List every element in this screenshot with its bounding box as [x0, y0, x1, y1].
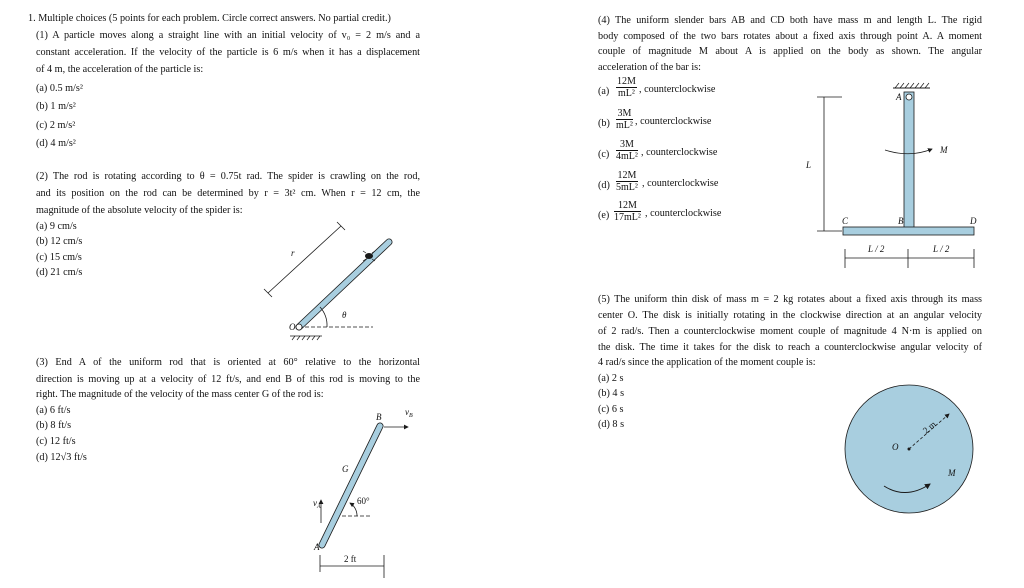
q4-d-label: D: [970, 216, 977, 226]
q2-r-label: r: [291, 248, 295, 258]
q5-option-c[interactable]: (c) 6 s: [598, 404, 624, 415]
q4-ceiling-hatch: [895, 83, 929, 88]
q3-rod: [322, 426, 380, 545]
q4-figure: [805, 83, 977, 268]
q2-pivot: [296, 324, 302, 330]
q1-option-d[interactable]: (d) 4 m/s²: [36, 138, 76, 149]
q4-bar-ab: [904, 92, 914, 228]
q4-option-a-den: mL²: [618, 88, 635, 99]
q4-option-e-num: 12M: [614, 200, 641, 212]
q4-option-d-den: 5mL²: [616, 182, 638, 193]
q5-radius-label: 2 m: [920, 419, 938, 436]
q2-line-1: (2) The rod is rotating according to θ = 0.75t rad. The spider is crawling on the rod,: [36, 171, 420, 182]
q4-line-1: (4) The uniform slender bars AB and CD both have mass m and length L. The rigid: [598, 15, 982, 26]
q3-option-a[interactable]: (a) 6 ft/s: [36, 405, 71, 416]
q2-ground-hatch: [292, 336, 320, 340]
q3-angle-arc: [350, 503, 357, 516]
q5-option-a[interactable]: (a) 2 s: [598, 373, 624, 384]
q1-option-c[interactable]: (c) 2 m/s²: [36, 120, 76, 131]
q2-line-2: and its position on the rod can be determined by r = 3t² cm. When r = 12 cm, the: [36, 188, 420, 199]
q2-line-3: magnitude of the absolute velocity of the spider is:: [36, 205, 243, 216]
q4-option-b-num: 3M: [617, 108, 632, 119]
q4-option-a-label: (a): [598, 86, 610, 97]
q4-option-e-suffix: , counterclockwise: [645, 208, 722, 219]
q3-a-label: A: [314, 542, 320, 552]
q4-option-b-suffix: , counterclockwise: [635, 116, 712, 127]
q5-line-4: the disk. The time it takes for the disk to reach a counterclockwise angular velocity of: [598, 342, 982, 353]
q4-pivot-a: [906, 94, 912, 100]
q4-l-label: L: [806, 160, 812, 170]
q3-vb-label: $v_B$: [405, 407, 413, 419]
q2-r-dimension-line: [268, 226, 341, 293]
q3-figure: [313, 407, 413, 578]
q2-option-c[interactable]: (c) 15 cm/s: [36, 252, 82, 263]
q3-option-b[interactable]: (b) 8 ft/s: [36, 420, 72, 431]
q4-option-c-num: 3M: [616, 139, 638, 151]
q4-option-d-num: 12M: [617, 170, 637, 181]
q1-line-1: (1) A particle moves along a straight line with an initial velocity of v₀ = 2 m/s and a: [36, 30, 420, 41]
q3-option-d[interactable]: (d) 12√3 ft/s: [36, 452, 87, 463]
q3-line-1: (3) End A of the uniform rod that is oriented at 60° relative to the horizontal: [36, 357, 420, 368]
q4-option-b-den: mL²: [616, 120, 633, 131]
q5-option-b[interactable]: (b) 4 s: [598, 388, 625, 399]
q4-bar-cd: [843, 227, 974, 235]
q4-option-c-den: 4mL²: [616, 151, 638, 162]
q3-va-label: $v_A$: [313, 498, 321, 510]
q4-half2-label: L / 2: [933, 244, 950, 254]
q1-line-3: of 4 m, the acceleration of the particle is:: [36, 64, 204, 75]
q4-half1-label: L / 2: [868, 244, 885, 254]
q2-spider-icon: [365, 253, 373, 259]
q3-length-label: 2 ft: [344, 554, 357, 564]
q2-theta-label: θ: [342, 310, 347, 320]
q4-m-label: M: [940, 145, 948, 155]
q4-option-a-num: 12M: [617, 76, 636, 87]
q3-line-2: direction is moving up at a velocity of 12 ft/s, and end B of this rod is moving to the: [36, 374, 420, 385]
q4-option-d-suffix: , counterclockwise: [642, 178, 719, 189]
q4-c-label: C: [842, 216, 849, 226]
q4-option-c-label: (c): [598, 149, 610, 160]
q4-a-label: A: [896, 92, 902, 102]
q4-option-b-label: (b): [598, 118, 610, 129]
q5-line-3: of 2 rad/s. Then a counterclockwise moment couple of magnitude 4 N·m is applied on: [598, 326, 982, 337]
q4-option-e-label: (e): [598, 210, 610, 221]
q4-b-label: B: [898, 216, 904, 226]
q4-line-4: acceleration of the bar is:: [598, 62, 701, 73]
q5-line-2: center O. The disk is initially rotating in the clockwise direction at an angular velocity: [598, 310, 982, 321]
q4-line-2: body composed of the two bars rotates about a fixed axis through point A. A moment: [598, 31, 982, 42]
q5-option-d[interactable]: (d) 8 s: [598, 419, 625, 430]
q2-option-d[interactable]: (d) 21 cm/s: [36, 267, 83, 278]
q5-o-label: O: [892, 442, 899, 452]
q5-figure: [845, 385, 973, 513]
q3-option-c[interactable]: (c) 12 ft/s: [36, 436, 76, 447]
q2-o-label: O: [289, 322, 296, 332]
q5-line-5: 4 rad/s since the application of the moment couple is:: [598, 357, 816, 368]
q4-option-c-suffix: , counterclockwise: [641, 147, 718, 158]
exam-header: 1. Multiple choices (5 points for each problem. Circle correct answers. No partial credit.): [28, 13, 391, 24]
q5-m-label: M: [948, 468, 956, 478]
q3-angle-label: 60°: [357, 496, 370, 506]
q3-g-label: G: [342, 464, 349, 474]
q5-line-1: (5) The uniform thin disk of mass m = 2 kg rotates about a fixed axis through its mass: [598, 294, 982, 305]
q2-option-b[interactable]: (b) 12 cm/s: [36, 236, 83, 247]
q4-option-a-suffix: , counterclockwise: [639, 84, 716, 95]
q3-b-label: B: [376, 412, 382, 422]
q2-option-a[interactable]: (a) 9 cm/s: [36, 221, 77, 232]
q2-figure: [264, 222, 389, 340]
q4-line-3: couple of magnitude M about A is applied on the body as shown. The angular: [598, 46, 982, 57]
q1-option-a[interactable]: (a) 0.5 m/s²: [36, 83, 83, 94]
q1-option-b[interactable]: (b) 1 m/s²: [36, 101, 76, 112]
q4-option-d-label: (d): [598, 180, 610, 191]
q4-option-e-den: 17mL²: [614, 212, 641, 223]
q1-line-2: constant acceleration. If the velocity of the particle is 6 m/s when it has a displacement: [36, 47, 420, 58]
q3-line-3: right. The magnitude of the velocity of the mass center G of the rod is:: [36, 389, 324, 400]
